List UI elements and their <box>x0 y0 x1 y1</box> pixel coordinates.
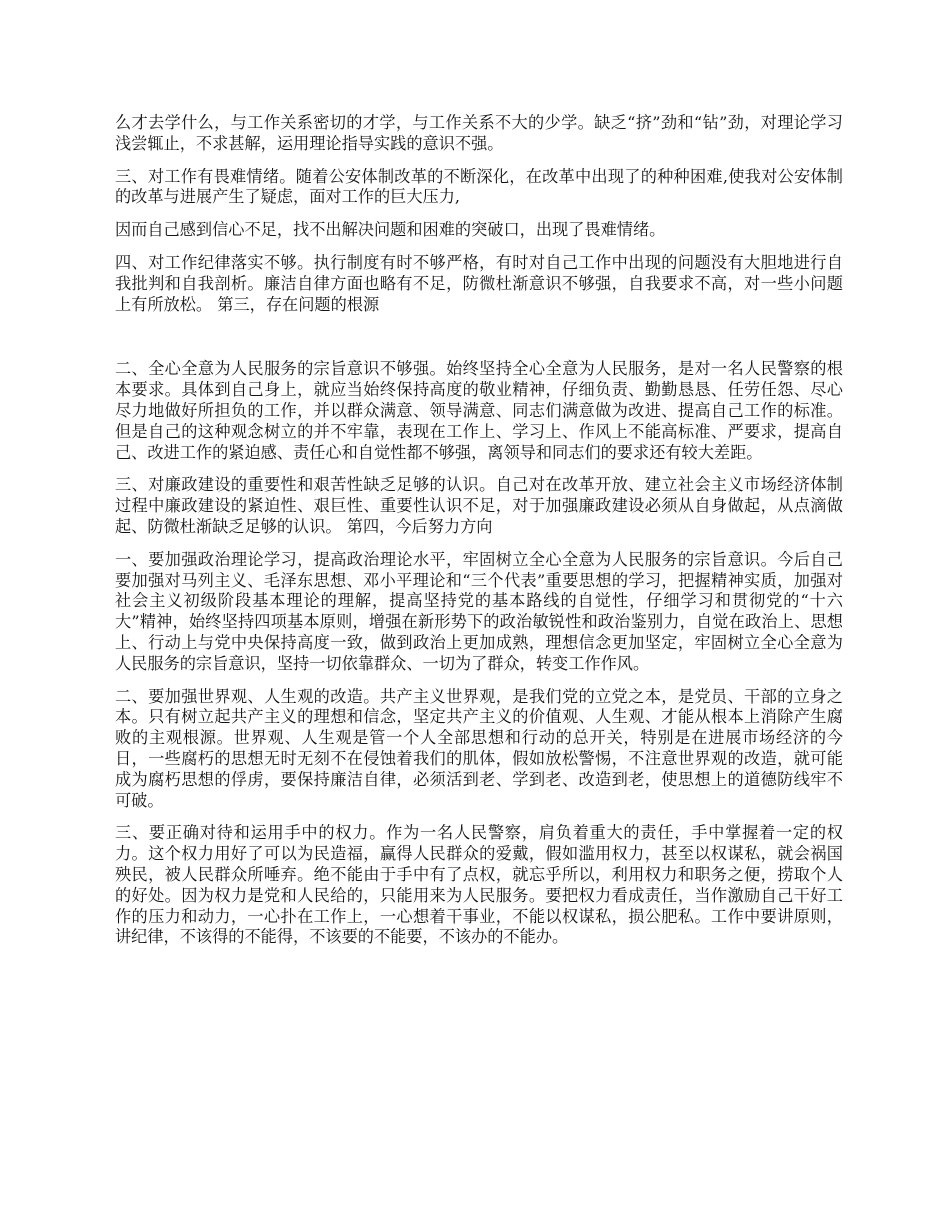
paragraph-theory-study: 么才去学什么，与工作关系密切的才学，与工作关系不大的少学。缺乏“挤”劲和“钻”劲，对理论学习浅尝辄止，不求甚解，运用理论指导实践的意识不强。 <box>115 113 843 153</box>
document-body <box>115 113 843 960</box>
paragraph-clean-government: 三、对廉政建设的重要性和艰苦性缺乏足够的认识。自己对在改革开放、建立社会主义市场经济体制过程中廉政建设的紧迫性、艰巨性、重要性认识不足，对于加强廉政建设必须从自身做起，从点滴做起、防微杜渐缺乏足够的认识。 第四，今后努力方向 <box>115 475 843 536</box>
paragraph-worldview-reform: 二、要加强世界观、人生观的改造。共产主义世界观，是我们党的立党之本，是党员、干部的立身之本。只有树立起共产主义的理想和信念，坚定共产主义的价值观、人生观、才能从根本上消除产生腐败的主观根源。世界观、人生观是管一个人全部思想和行动的总开关，特别是在进展市场经济的今日，一些腐朽的思想无时无刻不在侵蚀着我们的肌体，假如放松警惕，不注意世界观的改造，就可能成为腐朽思想的俘虏，要保持廉洁自律，必须活到老、学到老、改造到老，使思想上的道德防线牢不可破。 <box>115 686 843 810</box>
paragraph-lack-of-confidence: 因而自己感到信心不足，找不出解决问题和困难的突破口，出现了畏难情绪。 <box>115 220 666 240</box>
paragraph-fear-of-difficulty: 三、对工作有畏难情绪。随着公安体制改革的不断深化，在改革中出现了的种种困难,使我对公安体制的改革与进展产生了疑虑，面对工作的巨大压力, <box>115 166 843 207</box>
paragraph-use-of-power: 三、要正确对待和运用手中的权力。作为一名人民警察，肩负着重大的责任，手中掌握着一定的权力。这个权力用好了可以为民造福，赢得人民群众的爱戴，假如滥用权力，甚至以权谋私，就会祸国殃民，被人民群众所唾弃。绝不能由于手中有了点权，就忘乎所以，利用权力和职务之便，捞取个人的好处。因为权力是党和人民给的，只能用来为人民服务。要把权力看成责任，当作激励自己干好工作的压力和动力，一心扑在工作上，一心想着干事业，不能以权谋私，损公肥私。工作中要讲原则，讲纪律，不该得的不能得，不该要的不能要，不该办的不能办。 <box>115 823 843 947</box>
paragraph-political-study: 一、要加强政治理论学习，提高政治理论水平，牢固树立全心全意为人民服务的宗旨意识。今后自己要加强对马列主义、毛泽东思想、邓小平理论和“三个代表”重要思想的学习，把握精神实质，加强对社会主义初级阶段基本理论的理解，提高坚持党的基本路线的自觉性，仔细学习和贯彻党的“十六大”精神，始终坚持四项基本原则，增强在新形势下的政治敏锐性和政治鉴别力，自觉在政治上、思想上、行动上与党中央保持高度一致，做到政治上更加成熟，理想信念更加坚定，牢固树立全心全意为人民服务的宗旨意识，坚持一切依靠群众、一切为了群众，转变工作作风。 <box>115 549 843 673</box>
paragraph-work-discipline: 四、对工作纪律落实不够。执行制度有时不够严格，有时对自己工作中出现的问题没有大胆地进行自我批判和自我剖析。廉洁自律方面也略有不足，防微杜渐意识不够强，自我要求不高，对一些小问题上有所放松。 第三，存在问题的根源 <box>115 252 843 314</box>
paragraph-service-awareness: 二、全心全意为人民服务的宗旨意识不够强。始终坚持全心全意为人民服务，是对一名人民警察的根本要求。具体到自己身上，就应当始终保持高度的敬业精神，仔细负责、勤勤恳恳、任劳任怨、尽心尽力地做好所担负的工作，并以群众满意、领导满意、同志们满意做为改进、提高自己工作的标准。但是自己的这种观念树立的并不牢靠，表现在工作上、学习上、作风上不能高标准、严要求，提高自己、改进工作的紧迫感、责任心和自觉性都不够强，离领导和同志们的要求还有较大差距。 <box>115 359 843 462</box>
